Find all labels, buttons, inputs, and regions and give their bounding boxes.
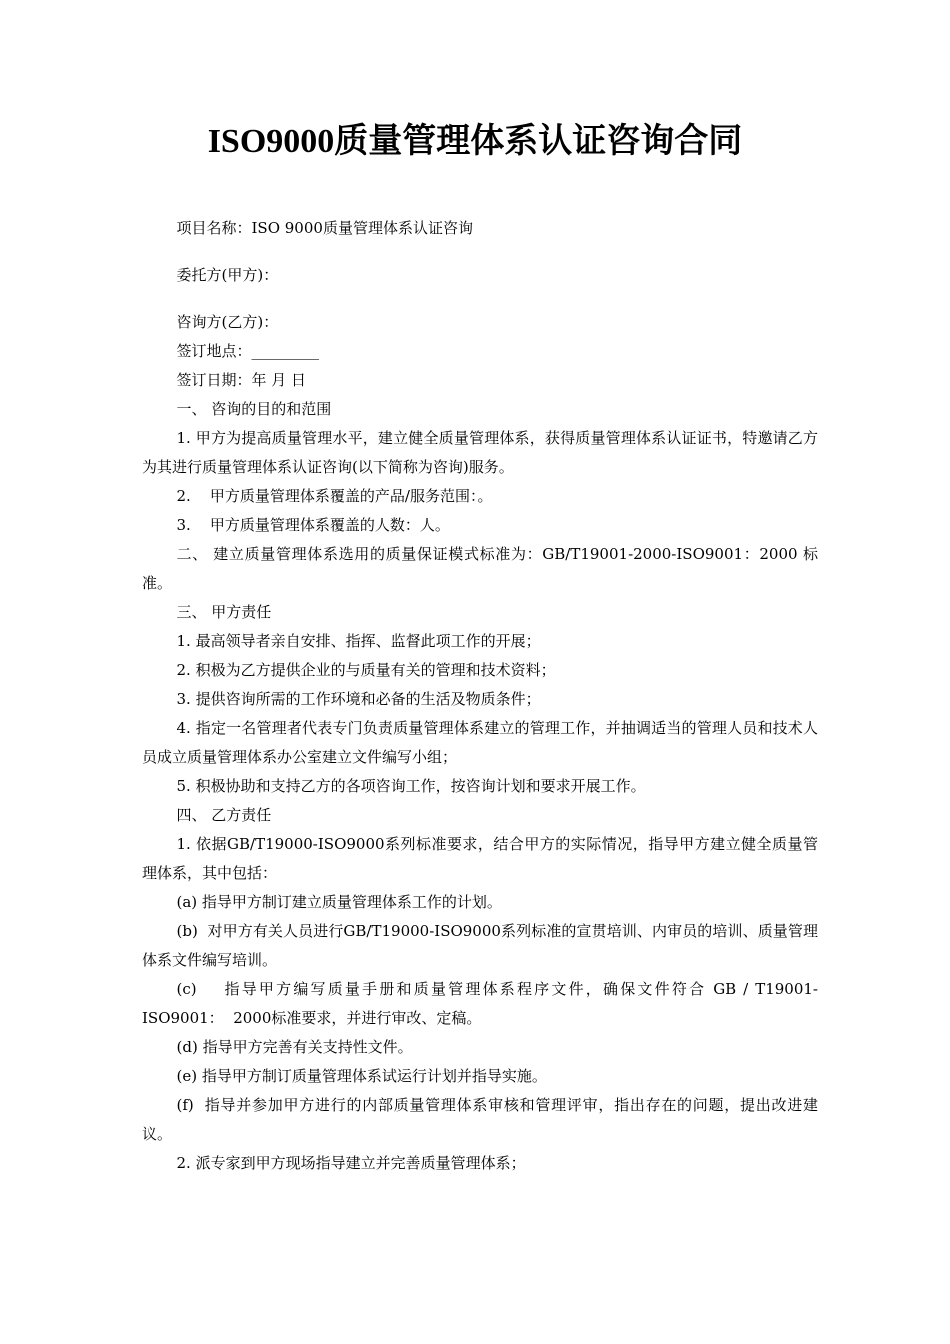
section-item: 3. 提供咨询所需的工作环境和必备的生活及物质条件；: [176, 690, 541, 708]
section-item: (e) 指导甲方制订质量管理体系试运行计划并指导实施。: [176, 1067, 547, 1085]
section-item: (c) 指导甲方编写质量手册和质量管理体系程序文件，确保文件符合 GB / T19001-ISO9001： 2000标准要求，并进行审改、定稿。: [142, 980, 818, 1027]
section-heading: 二、 建立质量管理体系选用的质量保证模式标准为：GB/T19001-2000-ISO9001：2000 标准。: [142, 545, 818, 592]
section-item: (d) 指导甲方完善有关支持性文件。: [176, 1038, 413, 1056]
section-item: (a) 指导甲方制订建立质量管理体系工作的计划。: [176, 893, 502, 911]
section-item: 2. 甲方质量管理体系覆盖的产品/服务范围：。: [176, 487, 493, 505]
section-item: 1. 最高领导者亲自安排、指挥、监督此项工作的开展；: [176, 632, 541, 650]
section-item: 4. 指定一名管理者代表专门负责质量管理体系建立的管理工作，并抽调适当的管理人员和技术人员成立质量管理体系办公室建立文件编写小组；: [142, 719, 818, 766]
project-name-field: 项目名称：ISO 9000质量管理体系认证咨询: [176, 219, 473, 237]
section-item: 1. 甲方为提高质量管理水平，建立健全质量管理体系，获得质量管理体系认证证书，特邀请乙方为其进行质量管理体系认证咨询(以下简称为咨询)服务。: [142, 429, 818, 476]
section-heading: 四、 乙方责任: [176, 806, 272, 824]
section-heading: 一、 咨询的目的和范围: [176, 400, 332, 418]
section-item: 2. 积极为乙方提供企业的与质量有关的管理和技术资料；: [176, 661, 556, 679]
document-title: ISO9000质量管理体系认证咨询合同: [207, 123, 743, 160]
section-item: 1. 依据GB/T19000-ISO9000系列标准要求，结合甲方的实际情况，指导甲方建立健全质量管理体系，其中包括：: [142, 835, 818, 882]
section-item: 5. 积极协助和支持乙方的各项咨询工作，按咨询计划和要求开展工作。: [176, 777, 646, 795]
consultant-field: 咨询方(乙方)：: [176, 313, 279, 331]
section-heading: 三、 甲方责任: [176, 603, 272, 621]
sign-place-field: 签订地点：_________: [176, 342, 320, 360]
section-item: 3. 甲方质量管理体系覆盖的人数：人。: [176, 516, 450, 534]
section-item: (b) 对甲方有关人员进行GB/T19000-ISO9000系列标准的宣贯培训、内审员的培训、质量管理体系文件编写培训。: [142, 922, 818, 969]
sign-date-field: 签订日期：年 月 日: [176, 371, 307, 389]
section-item: 2. 派专家到甲方现场指导建立并完善质量管理体系；: [176, 1154, 526, 1172]
client-field: 委托方(甲方)：: [176, 266, 279, 284]
section-item: (f) 指导并参加甲方进行的内部质量管理体系审核和管理评审，指出存在的问题，提出改进建议。: [142, 1096, 818, 1143]
document-body: [142, 214, 818, 1178]
